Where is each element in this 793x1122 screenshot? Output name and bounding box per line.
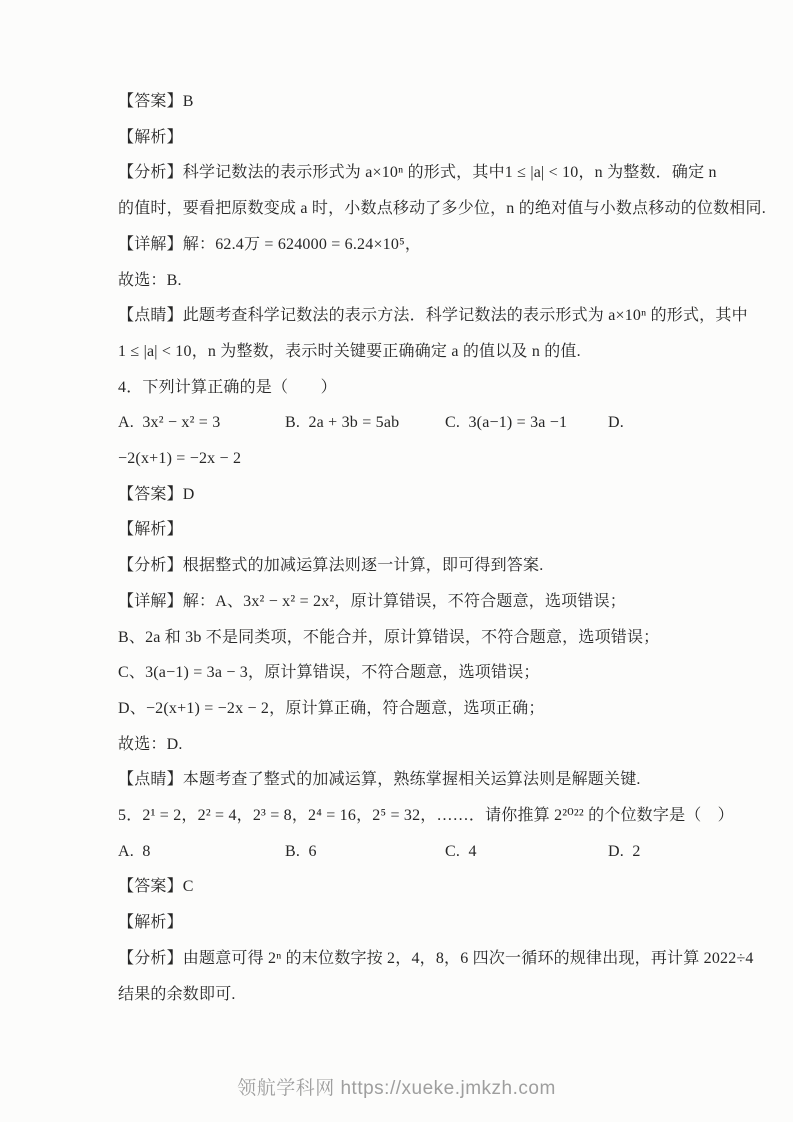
document-line: −2(x+1) = −2x − 2 [118, 450, 242, 468]
options-row [118, 834, 693, 870]
option-item: C. 3(a−1) = 3a −1 [445, 414, 568, 432]
document-line: 结果的余数即可. [118, 985, 236, 1003]
document-line: 故选：D. [118, 735, 183, 753]
document-line: 【点睛】此题考查科学记数法的表示方法．科学记数法的表示形式为 a×10ⁿ 的形式，其中 [118, 307, 748, 325]
document-line: C、3(a−1) = 3a − 3，原计算错误，不符合题意，选项错误； [118, 664, 540, 682]
document-line: 【解析】 [118, 914, 183, 932]
option-item: B. 2a + 3b = 5ab [285, 414, 400, 432]
document-line: 【解析】 [118, 128, 183, 146]
option-item: D. 2 [608, 842, 641, 860]
options-row [118, 405, 693, 441]
document-line: 【答案】C [118, 878, 194, 896]
document-line: 【分析】科学记数法的表示形式为 a×10ⁿ 的形式，其中1 ≤ |a| < 10，n 为整数．确定 n [118, 164, 717, 182]
document-line: 【答案】D [118, 485, 195, 503]
document-line: 的值时，要看把原数变成 a 时，小数点移动了多少位，n 的绝对值与小数点移动的位数相同. [118, 200, 766, 218]
watermark-footer [0, 1073, 793, 1100]
document-line: 4．下列计算正确的是（ ） [118, 378, 337, 396]
document-line: D、−2(x+1) = −2x − 2，原计算正确，符合题意，选项正确； [118, 699, 545, 717]
document-line: 【答案】B [118, 93, 194, 110]
option-item: C. 4 [445, 842, 477, 860]
document-body [118, 84, 766, 1012]
document-line: B、2a 和 3b 不是同类项，不能合并，原计算错误，不符合题意，选项错误； [118, 628, 660, 646]
document-line: 【详解】解：A、3x² − x² = 2x²，原计算错误，不符合题意，选项错误； [118, 592, 626, 610]
option-item: A. 8 [118, 842, 151, 860]
document-line: 【分析】根据整式的加减运算法则逐一计算，即可得到答案. [118, 557, 544, 575]
document-line: 故选：B. [118, 271, 182, 289]
document-line: 【详解】解：62.4万 = 624000 = 6.24×10⁵， [118, 235, 422, 253]
watermark-text: 领航学科网 https://xueke.jmkzh.com [237, 1078, 556, 1099]
document-line: 5．2¹ = 2，2² = 4，2³ = 8，2⁴ = 16，2⁵ = 32，……．请你推算 2²⁰²² 的个位数字是（ ） [118, 807, 734, 825]
document-line: 【分析】由题意可得 2ⁿ 的末位数字按 2，4，8，6 四次一循环的规律出现，再计算 2022÷4 [118, 949, 754, 967]
option-item: B. 6 [285, 842, 317, 860]
option-item: D. [608, 414, 624, 432]
document-line: 【点睛】本题考查了整式的加减运算，熟练掌握相关运算法则是解题关键. [118, 771, 641, 789]
document-line: 1 ≤ |a| < 10，n 为整数，表示时关键要正确确定 a 的值以及 n 的值. [118, 342, 581, 360]
document-line: 【解析】 [118, 521, 183, 539]
option-item: A. 3x² − x² = 3 [118, 414, 221, 432]
